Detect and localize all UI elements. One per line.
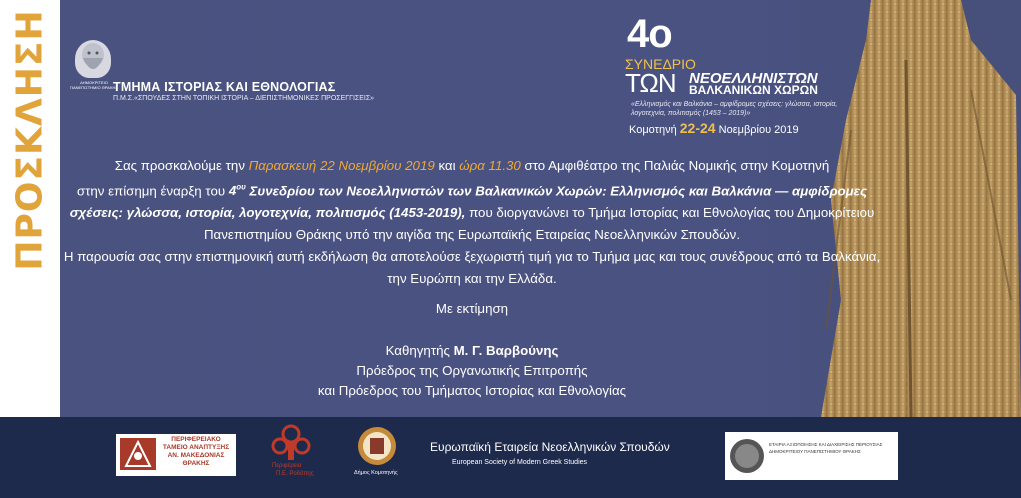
invitation-closing-sentence: Η παρουσία σας στην επιστημονική αυτή εκδήλωση θα αποτελούσε ξεχωριστή τιμή για το Τμήμα μας και τους συνέδρους από τα Βαλκάνια, την Ευρώπη και την Ελλάδα. — [63, 249, 881, 287]
conference-ton: ΤΩΝ — [625, 68, 676, 98]
region-line1: Περιφέρεια — [272, 463, 302, 469]
emss-subtitle: European Society of Modern Greek Studies — [452, 459, 588, 466]
event-venue: στο Αμφιθέατρο της Παλιάς Νομικής στην Κομοτηνή — [520, 158, 830, 173]
program-name: Π.Μ.Σ.«ΣΠΟΥΔΕΣ ΣΤΗΝ ΤΟΠΙΚΗ ΙΣΤΟΡΙΑ – ΔΙΕΠΙΣΤΗΜΟΝΙΚΕΣ ΠΡΟΣΕΓΓΙΣΕΙΣ» — [113, 95, 375, 102]
invitation-opening: στην επίσημη έναρξη του — [76, 183, 229, 199]
rda-emblem-icon — [120, 438, 156, 470]
conference-city: Κομοτηνή — [629, 124, 677, 136]
municipality-logo — [352, 426, 402, 480]
conference-ordinal-suffix: ου — [236, 183, 246, 192]
conference-tagline: «Ελληνισμός και Βαλκάνια – αμφίδρομες σχέσεις: γλώσσα, ιστορία, λογοτεχνία, πολιτισμός (1453 – 2019)» — [631, 101, 838, 117]
property-company-line2: ΔΗΜΟΚΡΙΤΕΙΟΥ ΠΑΝΕΠΙΣΤΗΜΙΟΥ ΘΡΑΚΗΣ — [769, 449, 861, 454]
university-logo-caption: ΔΗΜΟΚΡΙΤΕΙΟ ΠΑΝΕΠΙΣΤΗΜΙΟ ΘΡΑΚΗΣ — [70, 80, 118, 90]
rda-logo — [116, 434, 236, 476]
signatory-role1: Πρόεδρος της Οργανωτικής Επιτροπής — [356, 363, 588, 378]
side-banner — [0, 0, 60, 417]
regards: Με εκτίμηση — [435, 301, 509, 316]
conference-date — [629, 120, 799, 136]
emss-title: Ευρωπαϊκή Εταιρεία Νεοελληνικών Σπουδών — [430, 440, 670, 454]
event-day: Παρασκευή 22 Νοεμβρίου 2019 — [248, 158, 435, 173]
conference-ordinal — [229, 183, 246, 198]
region-emblem-icon — [266, 422, 316, 462]
conference-month: Νοεμβρίου 2019 — [718, 124, 799, 136]
signatory-name: Μ. Γ. Βαρβούνης — [453, 343, 559, 358]
signatory-title: Καθηγητής — [385, 343, 454, 358]
conference-number: 4ο — [627, 12, 672, 56]
event-time: ώρα 11.30 — [459, 158, 521, 173]
conference-full-title: Συνεδρίου των Νεοελληνιστών των Βαλκανικών Χωρών: Ελληνισμός και Βαλκάνια — αμφίδρομες σχέσεις: γλώσσα, ιστορία, λογοτεχνία, πολιτισμός (1453-2019), — [69, 183, 868, 221]
conference-title-line1: ΝΕΟΕΛΛΗΝΙΣΤΩΝ — [689, 70, 818, 87]
invitation-text — [62, 155, 882, 290]
conference-ordinal-number: 4 — [228, 183, 237, 199]
signatory-role2: και Πρόεδρος του Τμήματος Ιστορίας και Εθνολογίας — [317, 383, 627, 398]
invitation-and: και — [434, 158, 460, 173]
conference-days: 22-24 — [679, 120, 716, 136]
region-rhodope-logo — [266, 422, 316, 480]
department-name: ΤΜΗΜΑ ΙΣΤΟΡΙΑΣ ΚΑΙ ΕΘΝΟΛΟΓΙΑΣ — [113, 80, 336, 94]
region-line2: Π.Ε. Ροδόπης — [276, 471, 314, 477]
property-company-line1: ΕΤΑΙΡΙΑ ΑΞΙΟΠΟΙΗΣΗΣ ΚΑΙ ΔΙΑΧΕΙΡΙΣΗΣ ΠΕΡΙΟΥΣΙΑΣ — [769, 442, 883, 447]
conference-word: ΣΥΝΕΔΡΙΟ — [625, 56, 696, 72]
coin-emblem-icon — [729, 438, 765, 474]
municipality-emblem-icon — [357, 426, 397, 466]
invitation-intro: Σας προσκαλούμε την — [114, 158, 249, 173]
organizer-text: που διοργανώνει το Τμήμα Ιστορίας και Εθνολογίας του Δημοκρίτειου Πανεπιστημίου Θράκης υπό την αιγίδα της Ευρωπαϊκής Εταιρείας Νεοελληνικών Σπουδών. — [203, 205, 875, 243]
signatory — [62, 341, 882, 361]
rda-name: ΠΕΡΙΦΕΡΕΙΑΚΟ ΤΑΜΕΙΟ ΑΝΑΠΤΥΞΗΣ ΑΝ. ΜΑΚΕΔΟΝΙΑΣ ΘΡΑΚΗΣ — [162, 436, 230, 467]
municipality-name: Δήμος Κομοτηνής — [354, 470, 398, 476]
invitation-label: ΠΡΟΣΚΛΗΣΗ — [9, 9, 51, 271]
property-company-logo — [725, 432, 898, 480]
conference-title-line2: ΒΑΛΚΑΝΙΚΩΝ ΧΩΡΩΝ — [689, 83, 818, 97]
university-logo-icon — [75, 40, 111, 78]
